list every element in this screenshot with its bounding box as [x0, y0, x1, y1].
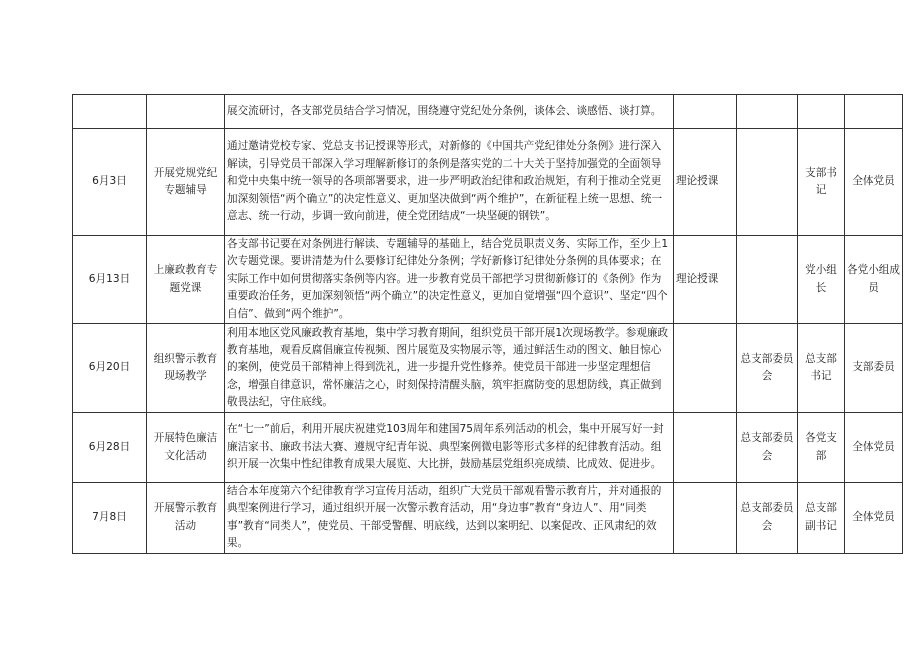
lead-cell: 各党支部: [798, 413, 845, 483]
form-cell: [674, 413, 737, 483]
organizer-cell: 总支部委员会: [737, 324, 798, 413]
participants-cell: 全体党员: [845, 413, 903, 483]
participants-cell: 全体党员: [845, 483, 903, 554]
form-cell: 理论授课: [674, 236, 737, 324]
activity-title-cell: 组织警示教育现场教学: [147, 324, 225, 413]
lead-cell: 总支部书记: [798, 324, 845, 413]
table-row: [73, 483, 903, 554]
form-cell: [674, 483, 737, 554]
table-row: [73, 413, 903, 483]
activity-content-cell: 利用本地区党风廉政教育基地，集中学习教育期间，组织党员干部开展1次现场教学。参观廉政教育基地，观看反腐倡廉宣传视频、图片展览及实物展示等，通过鲜活生动的图文、触目惊心的案例，使党员干部精神上得到洗礼，进一步提升党性修养。使党员干部进一步坚定理想信念，增强自律意识，常怀廉洁之心，时刻保持清醒头脑，筑牢拒腐防变的思想防线，真正做到敬畏法纪，守住底线。: [225, 324, 674, 413]
date-cell: 7月8日: [73, 483, 147, 554]
lead-cell: [798, 95, 845, 129]
date-cell: 6月28日: [73, 413, 147, 483]
date-cell: 6月20日: [73, 324, 147, 413]
participants-cell: [845, 95, 903, 129]
schedule-table: [72, 94, 903, 554]
activity-content-cell: 通过邀请党校专家、党总支书记授课等形式，对新修的《中国共产党纪律处分条例》进行深入解读，引导党员干部深入学习理解新修订的条例是落实党的二十大关于坚持加强党的全面领导和党中央集中统一领导的各项部署要求，进一步严明政治纪律和政治规矩，有利于推动全党更加深刻领悟“两个确立”的决定性意义、更加坚决做到“两个维护”，在新征程上统一思想、统一意志、统一行动，步调一致向前进，使全党团结成“一块坚硬的钢铁”。: [225, 129, 674, 236]
activity-content-cell: 在“七一”前后，利用开展庆祝建党103周年和建国75周年系列活动的机会，集中开展写好一封廉洁家书、廉政书法大赛、遵规守纪青年说、典型案例微电影等形式多样的纪律教育活动。组织开展一次集中性纪律教育成果大展览、大比拼，鼓励基层党组织亮成绩、比成效、促进步。: [225, 413, 674, 483]
organizer-cell: [737, 129, 798, 236]
form-cell: [674, 95, 737, 129]
date-cell: 6月3日: [73, 129, 147, 236]
participants-cell: 支部委员: [845, 324, 903, 413]
participants-cell: 各党小组成员: [845, 236, 903, 324]
participants-cell: 全体党员: [845, 129, 903, 236]
date-cell: [73, 95, 147, 129]
form-cell: [674, 324, 737, 413]
date-cell: 6月13日: [73, 236, 147, 324]
table-row: [73, 129, 903, 236]
activity-title-cell: [147, 95, 225, 129]
form-cell: 理论授课: [674, 129, 737, 236]
table-row: [73, 324, 903, 413]
activity-title-cell: 开展特色廉洁文化活动: [147, 413, 225, 483]
activity-title-cell: 开展党规党纪专题辅导: [147, 129, 225, 236]
activity-content-cell: 结合本年度第六个纪律教育学习宣传月活动，组织广大党员干部观看警示教育片，并对通报的典型案例进行学习，通过组织开展一次警示教育活动，用“身边事”教育“身边人”、用“同类事”教育“同类人”，使党员、干部受警醒、明底线，达到以案明纪、以案促改、正风肃纪的效果。: [225, 483, 674, 554]
organizer-cell: 总支部委员会: [737, 483, 798, 554]
activity-content-cell: 展交流研讨，各支部党员结合学习情况，围绕遵守党纪处分条例，谈体会、谈感悟、谈打算。: [225, 95, 674, 129]
activity-title-cell: 开展警示教育活动: [147, 483, 225, 554]
organizer-cell: [737, 236, 798, 324]
organizer-cell: [737, 95, 798, 129]
table-row: [73, 95, 903, 129]
lead-cell: 支部书记: [798, 129, 845, 236]
lead-cell: 党小组长: [798, 236, 845, 324]
lead-cell: 总支部副书记: [798, 483, 845, 554]
table-row: [73, 236, 903, 324]
organizer-cell: 总支部委员会: [737, 413, 798, 483]
activity-title-cell: 上廉政教育专题党课: [147, 236, 225, 324]
activity-content-cell: 各支部书记要在对条例进行解读、专题辅导的基础上，结合党员职责义务、实际工作，至少上1次专题党课。要讲清楚为什么要修订纪律处分条例；学好新修订纪律处分条例的具体要求；在实际工作中如何贯彻落实条例等内容。进一步教育党员干部把学习贯彻新修订的《条例》作为重要政治任务，更加深刻领悟“两个确立”的决定性意义，更加自觉增强“四个意识”、坚定“四个自信”、做到“两个维护”。: [225, 236, 674, 324]
